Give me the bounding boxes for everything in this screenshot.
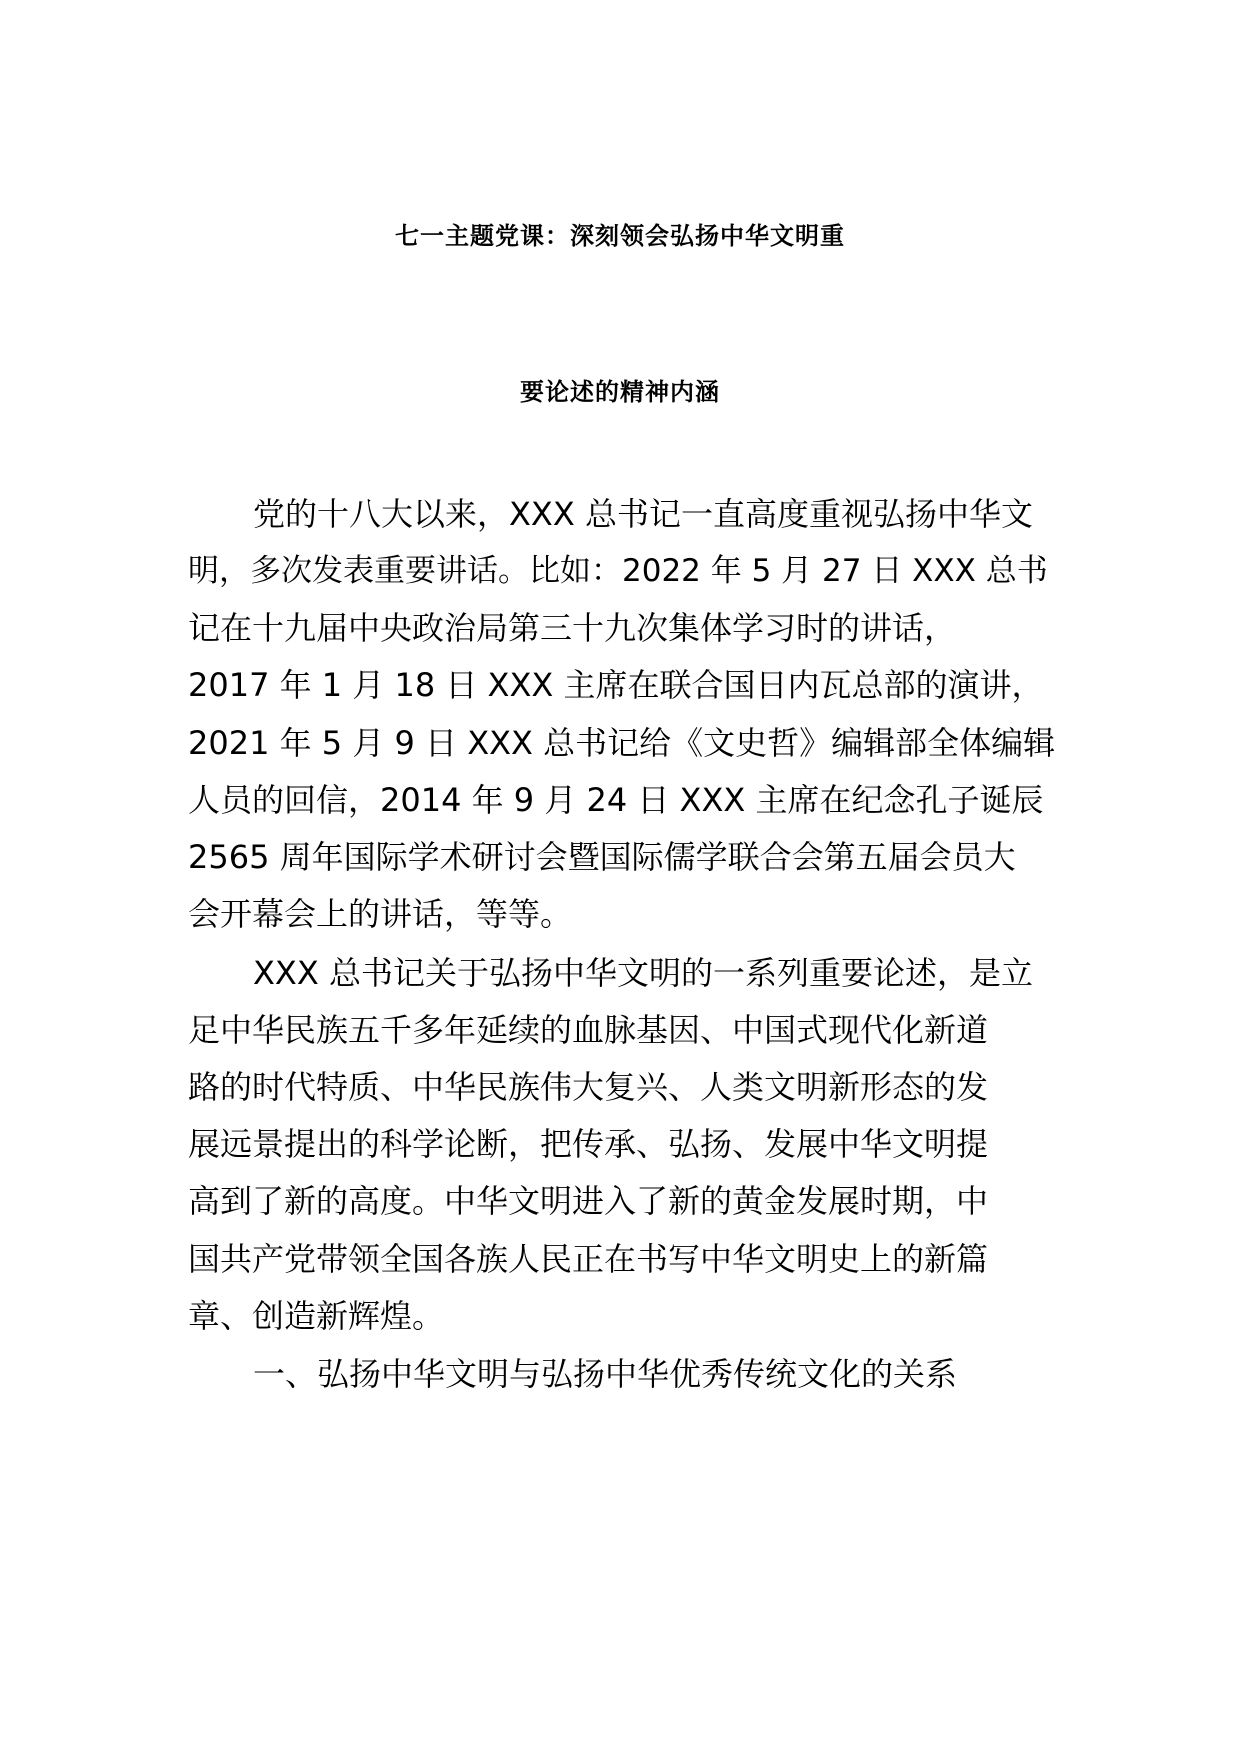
section-heading-1: 一、弘扬中华文明与弘扬中华优秀传统文化的关系 <box>253 1355 958 1393</box>
paragraph-2-line-2: 足中华民族五千多年延续的血脉基因、中国式现代化新道 <box>188 1011 989 1049</box>
paragraph-1-line-3: 记在十九届中央政治局第三十九次集体学习时的讲话， <box>188 609 957 647</box>
paragraph-1-line-4: 2017 年 1 月 18 日 XXX 主席在联合国日内瓦总部的演讲， <box>188 666 1044 704</box>
document-title-line-2: 要论述的精神内涵 <box>520 378 720 406</box>
paragraph-2-line-5: 高到了新的高度。中华文明进入了新的黄金发展时期，中 <box>188 1182 989 1220</box>
paragraph-2-line-3: 路的时代特质、中华民族伟大复兴、人类文明新形态的发 <box>188 1068 989 1106</box>
paragraph-1-line-7: 2565 周年国际学术研讨会暨国际儒学联合会第五届会员大 <box>188 838 1016 876</box>
paragraph-1-line-8: 会开幕会上的讲话，等等。 <box>188 895 573 933</box>
paragraph-1-line-6: 人员的回信，2014 年 9 月 24 日 XXX 主席在纪念孔子诞辰 <box>188 781 1044 819</box>
paragraph-2-line-1: XXX 总书记关于弘扬中华文明的一系列重要论述，是立 <box>253 954 1033 992</box>
paragraph-1-line-1: 党的十八大以来，XXX 总书记一直高度重视弘扬中华文 <box>253 495 1033 533</box>
document-title-line-1: 七一主题党课：深刻领会弘扬中华文明重 <box>395 222 845 250</box>
paragraph-1-line-2: 明，多次发表重要讲话。比如：2022 年 5 月 27 日 XXX 总书 <box>188 553 1048 589</box>
paragraph-2-line-6: 国共产党带领全国各族人民正在书写中华文明史上的新篇 <box>188 1240 989 1278</box>
paragraph-2-line-4: 展远景提出的科学论断，把传承、弘扬、发展中华文明提 <box>188 1125 989 1163</box>
paragraph-2-line-7: 章、创造新辉煌。 <box>188 1297 445 1335</box>
paragraph-1-line-5: 2021 年 5 月 9 日 XXX 总书记给《文史哲》编辑部全体编辑 <box>188 724 1056 762</box>
